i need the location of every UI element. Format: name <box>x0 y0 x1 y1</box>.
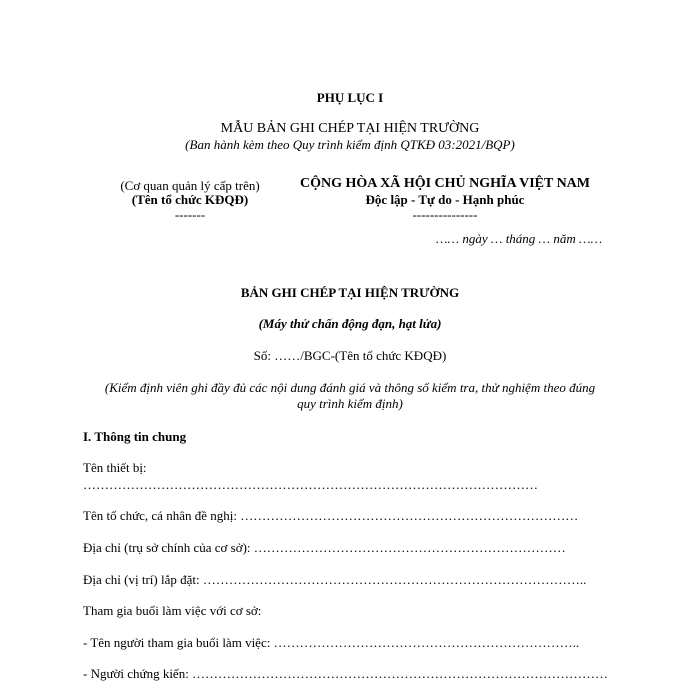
agency-label: (Cơ quan quản lý cấp trên) <box>120 178 260 193</box>
device-name-label: Tên thiết bị: <box>83 460 147 475</box>
national-motto: Độc lập - Tự do - Hạnh phúc <box>365 192 525 207</box>
requester-field: Tên tổ chức, cá nhân đề nghị: …………………………………………………………………… <box>83 508 579 523</box>
instruction-line-1: (Kiểm định viên ghi đầy đủ các nội dung đánh giá và thông số kiểm tra, thử nghiệm theo đúng <box>104 380 596 395</box>
record-number: Số: ……/BGC-(Tên tổ chức KĐQĐ) <box>253 348 447 363</box>
org-name: (Tên tổ chức KĐQĐ) <box>131 192 249 207</box>
record-subtitle: (Máy thử chấn động đạn, hạt lửa) <box>258 316 442 331</box>
address-field: Địa chỉ (trụ sở chính của cơ sở): ……………………………………………………………… <box>83 540 566 555</box>
instruction-line-2: quy trình kiểm định) <box>297 396 403 411</box>
appendix-heading: PHỤ LỤC I <box>316 90 384 105</box>
form-title: MẪU BẢN GHI CHÉP TẠI HIỆN TRƯỜNG <box>220 121 480 136</box>
date-line: …… ngày … tháng … năm …… <box>436 231 603 246</box>
witness-field: - Người chứng kiến: …………………………………………………………………………………… <box>83 666 609 681</box>
left-divider: ------- <box>174 207 206 222</box>
right-divider: --------------- <box>412 207 478 222</box>
issued-note: (Ban hành kèm theo Quy trình kiểm định QTKĐ 03:2021/BQP) <box>185 137 515 152</box>
participants-label: Tham gia buổi làm việc với cơ sở: <box>83 603 262 618</box>
install-location-field: Địa chỉ (vị trí) lắp đặt: …………………………………………………………………………….. <box>83 572 587 587</box>
section-heading: I. Thông tin chung <box>83 429 187 444</box>
record-title: BẢN GHI CHÉP TẠI HIỆN TRƯỜNG <box>240 285 460 300</box>
device-name-blank: …………………………………………………………………………………………… <box>83 477 538 492</box>
participant-names-field: - Tên người tham gia buổi làm việc: …………………………………………………………….. <box>83 635 580 650</box>
republic-title: CỘNG HÒA XÃ HỘI CHỦ NGHĨA VIỆT NAM <box>299 176 590 191</box>
